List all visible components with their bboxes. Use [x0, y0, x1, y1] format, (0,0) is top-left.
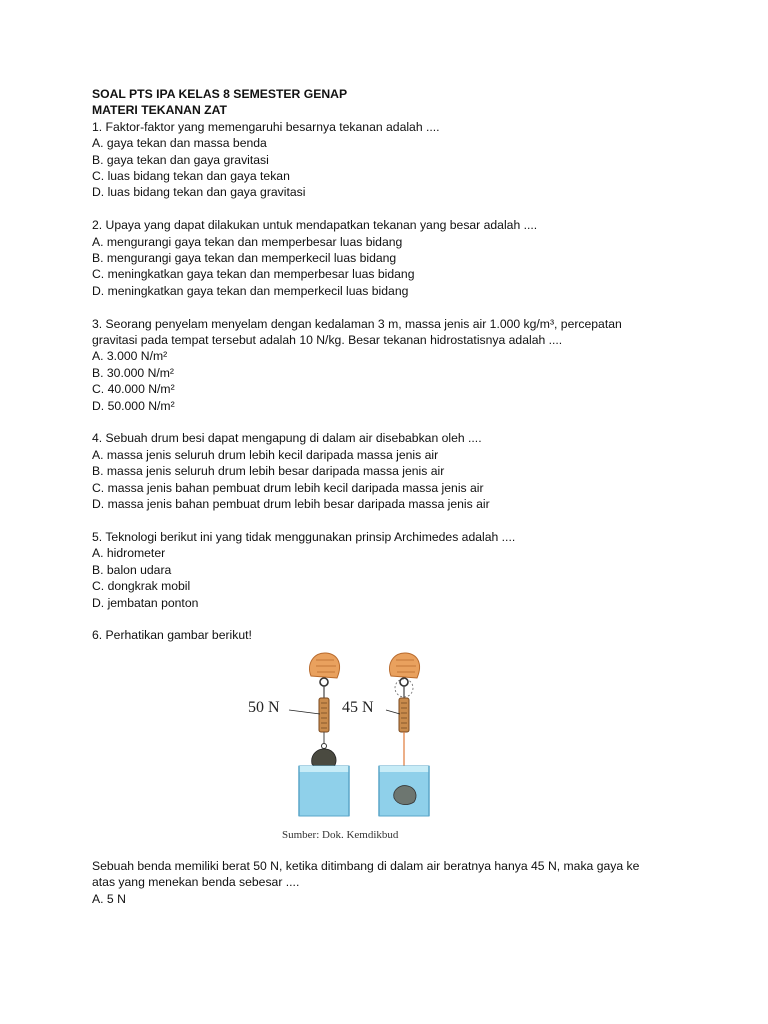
- question-6: [92, 627, 692, 907]
- hook-ring: [400, 678, 408, 686]
- spring-balance-left: [319, 698, 329, 732]
- option-c: C. 40.000 N/m²: [92, 382, 175, 397]
- option-a: A. 5 N: [92, 891, 126, 906]
- option-c: C. massa jenis bahan pembuat drum lebih kecil daripada massa jenis air: [92, 480, 484, 495]
- question-stem: 1. Faktor-faktor yang memengaruhi besarnya tekanan adalah ....: [92, 119, 440, 134]
- question-stem: 5. Teknologi berikut ini yang tidak menggunakan prinsip Archimedes adalah ....: [92, 529, 516, 544]
- question-stem-continued: gravitasi pada tempat tersebut adalah 10 N/kg. Besar tekanan hidrostatisnya adalah ....: [92, 333, 563, 348]
- document-title: SOAL PTS IPA KELAS 8 SEMESTER GENAP: [92, 87, 348, 101]
- document-subtitle: MATERI TEKANAN ZAT: [92, 103, 227, 118]
- hand-left-icon: [309, 653, 339, 678]
- option-b: B. balon udara: [92, 562, 172, 577]
- option-c: C. luas bidang tekan dan gaya tekan: [92, 169, 290, 184]
- beaker-left: [299, 766, 349, 816]
- figure-caption: Sumber: Dok. Kemdikbud: [282, 828, 399, 841]
- question-stem-continued: atas yang menekan benda sebesar ....: [92, 875, 300, 890]
- question-2: [92, 217, 692, 299]
- label-45n: 45 N: [342, 698, 374, 716]
- option-d: D. 50.000 N/m²: [92, 398, 175, 413]
- question-stem: 4. Sebuah drum besi dapat mengapung di dalam air disebabkan oleh ....: [92, 431, 482, 446]
- option-a: A. gaya tekan dan massa benda: [92, 136, 267, 151]
- rock-right: [394, 785, 416, 804]
- question-3: [92, 316, 692, 414]
- question-stem: 3. Seorang penyelam menyelam dengan kedalaman 3 m, massa jenis air 1.000 kg/m³, percepatan: [92, 316, 622, 331]
- option-d: D. jembatan ponton: [92, 595, 199, 610]
- question-stem-continued: Sebuah benda memiliki berat 50 N, ketika ditimbang di dalam air beratnya hanya 45 N, maka gaya ke: [92, 858, 640, 873]
- question-1: [92, 119, 692, 201]
- option-b: B. 30.000 N/m²: [92, 365, 174, 380]
- question-stem: 6. Perhatikan gambar berikut!: [92, 628, 252, 643]
- question-4: [92, 430, 692, 512]
- option-c: C. meningkatkan gaya tekan dan memperbesar luas bidang: [92, 267, 415, 282]
- option-b: B. gaya tekan dan gaya gravitasi: [92, 152, 269, 167]
- spring-balance-right: [399, 698, 409, 732]
- option-a: A. mengurangi gaya tekan dan memperbesar luas bidang: [92, 234, 403, 249]
- hook-ring: [320, 678, 328, 686]
- option-b: B. mengurangi gaya tekan dan memperkecil luas bidang: [92, 251, 397, 266]
- label-50n: 50 N: [248, 698, 280, 716]
- option-d: D. luas bidang tekan dan gaya gravitasi: [92, 185, 306, 200]
- archimedes-illustration: [244, 648, 444, 848]
- option-a: A. hidrometer: [92, 546, 166, 561]
- pointer-line-right: [386, 710, 400, 714]
- question-5: [92, 529, 692, 611]
- option-a: A. 3.000 N/m²: [92, 349, 168, 364]
- option-b: B. massa jenis seluruh drum lebih besar daripada massa jenis air: [92, 464, 445, 479]
- question-stem: 2. Upaya yang dapat dilakukan untuk mendapatkan tekanan yang besar adalah ....: [92, 218, 538, 233]
- option-d: D. massa jenis bahan pembuat drum lebih besar daripada massa jenis air: [92, 497, 490, 512]
- option-d: D. meningkatkan gaya tekan dan memperkecil luas bidang: [92, 283, 409, 298]
- option-c: C. dongkrak mobil: [92, 579, 191, 594]
- hand-right-icon: [389, 653, 419, 678]
- spring-balance-figure: [92, 648, 692, 858]
- document-content: [92, 86, 692, 907]
- pointer-line-left: [289, 710, 320, 714]
- option-a: A. massa jenis seluruh drum lebih kecil daripada massa jenis air: [92, 447, 439, 462]
